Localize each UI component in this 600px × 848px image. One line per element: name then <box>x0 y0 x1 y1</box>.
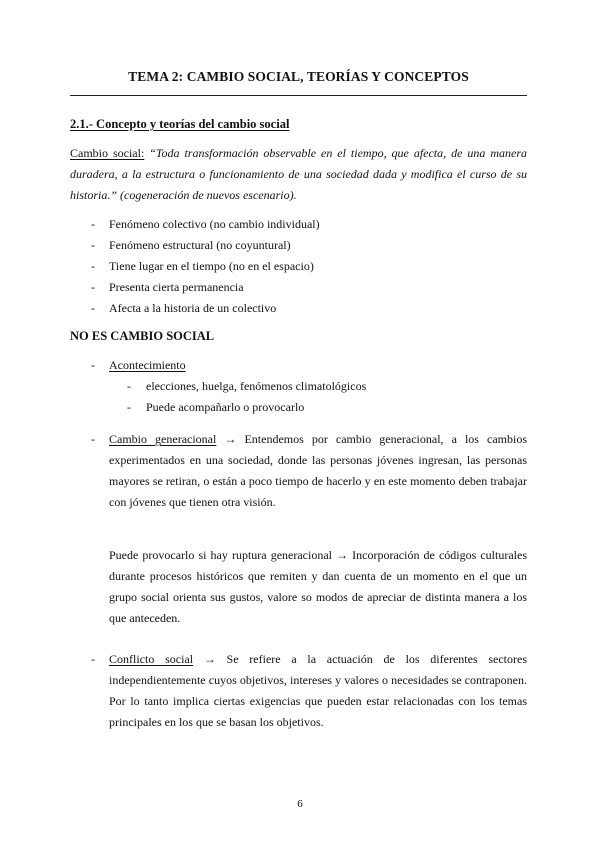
definition-label: Cambio social: <box>70 146 145 160</box>
social-conflict-text: → Se refiere a la actuación de los diferentes sectores independientemente cuyos objetivos, intereses y valores o necesidades se contraponen. Por lo tanto implica ciertas exigencias que pueden estar relacionadas con los temas principales en los que se basan los objetivos. <box>109 652 528 729</box>
social-conflict-item: - Conflicto social → Se refiere a la actuación de los diferentes sectores independientemente cuyos objetivos, intereses y valores o necesidades se contraponen. Por lo tanto implica ciertas exigencias que pueden estar relacionadas con los temas principales en los que se basan los objetivos. <box>91 652 528 729</box>
page-number: 6 <box>297 798 303 810</box>
characteristics-list <box>70 214 527 319</box>
title-divider <box>70 95 527 96</box>
list-item: - Tiene lugar en el tiempo (no en el espacio) <box>91 259 314 273</box>
list-item: - Presenta cierta permanencia <box>91 280 244 294</box>
generational-change-text: → Entendemos por cambio generacional, a los cambios experimentados en una sociedad, donde las personas jóvenes ingresan, las personas mayores se retiran, o están a poco tiempo de hacerlo y en este momento deben trabajar con jóvenes que tienen otra visión. <box>109 432 527 509</box>
definition-paragraph <box>70 143 527 206</box>
list-item: - elecciones, huelga, fenómenos climatológicos <box>127 379 367 393</box>
acontecimiento-item: - Acontecimiento <box>91 358 186 372</box>
generational-rupture-paragraph: Puede provocarlo si hay ruptura generacional → Incorporación de códigos culturales durante procesos históricos que remiten y dan cuenta de un momento en el que un grupo social orienta sus gustos, valore so modos de apreciar de distinta manera a los que anteceden. <box>109 548 527 625</box>
list-item: - Afecta a la historia de un colectivo <box>91 301 277 315</box>
acontecimiento-label: Acontecimiento <box>109 358 186 372</box>
acontecimiento-sublist <box>70 376 527 418</box>
list-item: - Fenómeno colectivo (no cambio individual) <box>91 217 320 231</box>
list-item: - Fenómeno estructural (no coyuntural) <box>91 238 291 252</box>
generational-change-label: Cambio generacional <box>109 432 217 446</box>
list-item: - Puede acompañarlo o provocarlo <box>127 400 305 414</box>
document-title: TEMA 2: CAMBIO SOCIAL, TEORÍAS Y CONCEPTOS <box>128 69 469 84</box>
definition-quote: “Toda transformación observable en el tiempo, que afecta, de una manera duradera, a la estructura o funcionamiento de una sociedad dada y modifica el curso de su historia.” (cogeneración de nuevos escenario). <box>70 146 528 202</box>
generational-change-item: - Cambio generacional → Entendemos por cambio generacional, a los cambios experimentados en una sociedad, donde las personas jóvenes ingresan, las personas mayores se retiran, o están a poco tiempo de hacerlo y en este momento deben trabajar con jóvenes que tienen otra visión. <box>91 432 527 509</box>
section-heading: 2.1.- Concepto y teorías del cambio social <box>70 117 290 131</box>
social-conflict-label: Conflicto social <box>109 652 194 666</box>
not-social-change-heading: NO ES CAMBIO SOCIAL <box>70 329 215 343</box>
